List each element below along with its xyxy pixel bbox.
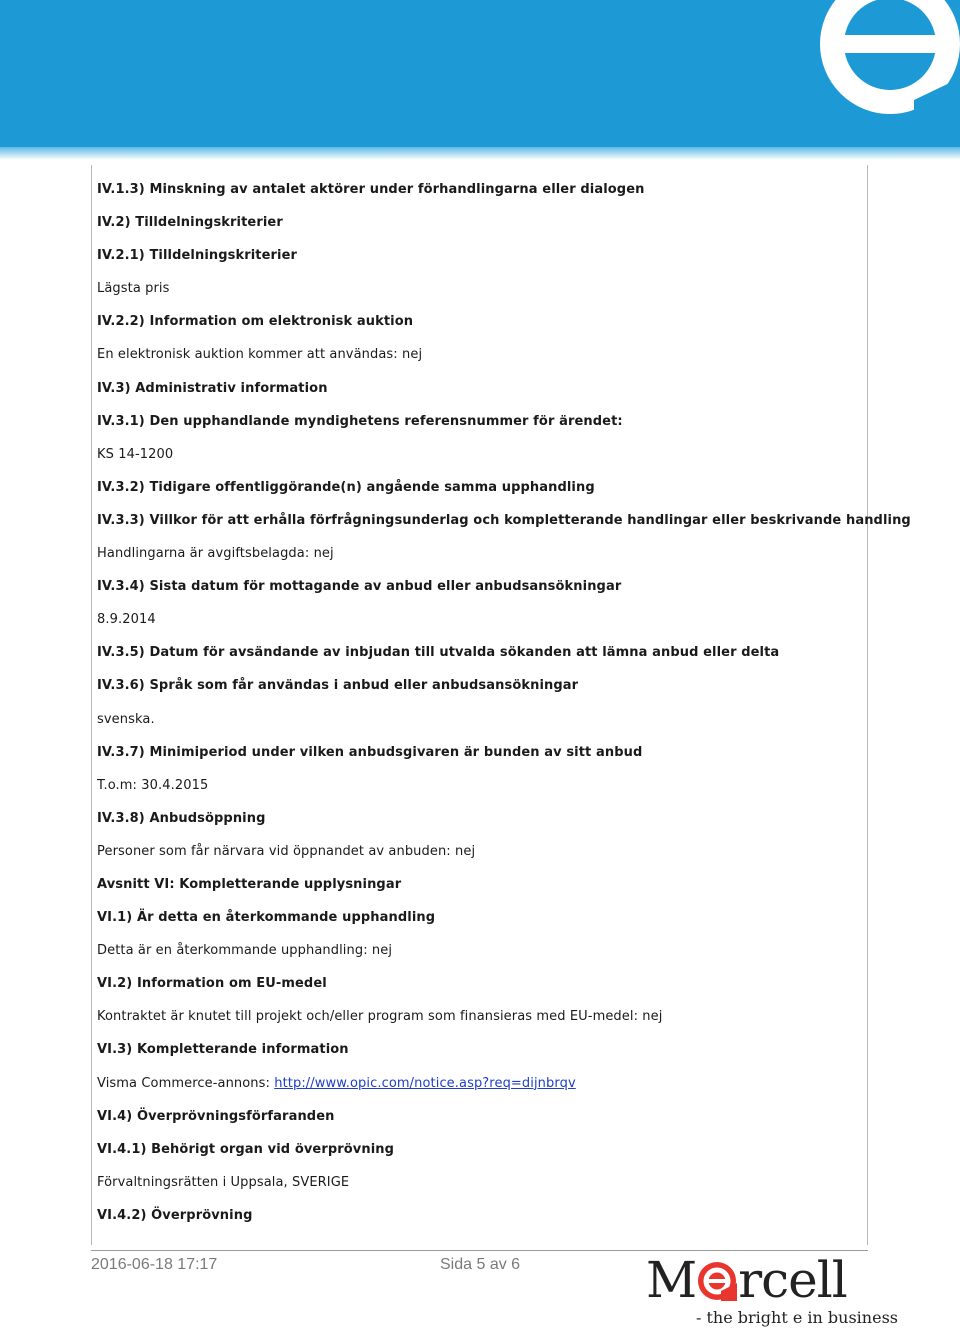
section-heading [97,1040,862,1073]
line-text: IV.3.3) Villkor för att erhålla förfrågningsunderlag och kompletterande handlingar eller beskrivande handling [97,512,911,528]
line-text: IV.3) Administrativ information [97,380,328,396]
line-text: VI.3) Kompletterande information [97,1042,349,1058]
content-border-left [91,165,92,1245]
section-text [97,776,862,809]
line-text: Avsnitt VI: Kompletterande upplysningar [97,876,402,892]
line-text: VI.4.2) Överprövning [97,1207,253,1223]
section-text [97,1074,862,1107]
section-text [97,1173,862,1206]
line-text: KS 14-1200 [97,446,174,462]
line-text: Kontraktet är knutet till projekt och/eller program som finansieras med EU-medel: nej [97,1009,663,1025]
line-text: VI.4.1) Behörigt organ vid överprövning [97,1141,395,1157]
section-text [97,710,862,743]
header-banner [0,0,960,150]
line-text: IV.3.6) Språk som får användas i anbud eller anbudsansökningar [97,678,579,694]
line-text: IV.2.2) Information om elektronisk auktion [97,314,414,330]
line-text: Personer som får närvara vid öppnandet av anbuden: nej [97,843,476,859]
line-text: IV.3.7) Minimiperiod under vilken anbudsgivaren är bunden av sitt anbud [97,744,643,760]
mercell-e-icon [697,1261,737,1301]
line-text: IV.3.4) Sista datum för mottagande av anbud eller anbudsansökningar [97,579,622,595]
line-text: svenska. [97,711,155,727]
line-text: VI.4) Överprövningsförfaranden [97,1108,335,1124]
content-border-right [867,165,868,1245]
section-text [97,1007,862,1040]
line-text: IV.1.3) Minskning av antalet aktörer under förhandlingarna eller dialogen [97,182,645,197]
line-text: IV.3.8) Anbudsöppning [97,810,266,826]
section-heading [97,743,862,776]
section-heading [97,676,862,709]
section-heading [97,908,862,941]
footer-timestamp: 2016-06-18 17:17 [91,1256,218,1273]
line-text: Förvaltningsrätten i Uppsala, SVERIGE [97,1174,350,1190]
section-heading [97,246,862,279]
line-text: VI.2) Information om EU-medel [97,976,327,992]
line-text: T.o.m: 30.4.2015 [97,777,209,793]
brand-wordmark [646,1252,847,1308]
section-text [97,345,862,378]
section-heading [97,379,862,412]
line-text: Handlingarna är avgiftsbelagda: nej [97,546,334,562]
section-heading [97,312,862,345]
line-text: IV.3.1) Den upphandlande myndighetens referensnummer för ärendet: [97,413,623,429]
line-text: 8.9.2014 [97,612,156,628]
mercell-brand-logo [646,1251,898,1329]
section-heading [97,643,862,676]
section-heading [97,1206,862,1239]
section-heading [97,478,862,511]
notice-content [97,180,911,1239]
section-heading [97,577,862,610]
mercell-e-logo-icon [818,0,960,122]
section-text [97,544,862,577]
section-text [97,279,862,312]
section-text [97,941,862,974]
section-text [97,842,862,875]
section-heading [97,213,862,246]
line-text: IV.3.5) Datum för avsändande av inbjudan till utvalda sökanden att lämna anbud eller delta [97,645,780,661]
notice-link[interactable]: http://www.opic.com/notice.asp?req=dijnbrqv [274,1075,576,1091]
line-text: Detta är en återkommande upphandling: nej [97,943,393,959]
section-heading [97,809,862,842]
line-text: Visma Commerce-annons: [97,1075,275,1091]
section-text [97,610,862,643]
header-gradient-band [0,147,960,160]
brand-prefix: M [646,1251,697,1309]
section-heading [97,180,862,213]
section-text [97,445,862,478]
section-heading [97,511,911,544]
footer-page-number: Sida 5 av 6 [440,1256,521,1273]
line-text: IV.2.1) Tilldelningskriterier [97,248,298,264]
line-text: En elektronisk auktion kommer att användas: nej [97,347,423,363]
section-heading [97,412,862,445]
line-text: IV.2) Tilldelningskriterier [97,215,283,231]
section-heading [97,974,862,1007]
line-text: Lägsta pris [97,281,170,297]
line-text: VI.1) Är detta en återkommande upphandling [97,910,436,926]
section-heading [97,1140,862,1173]
section-heading [97,1107,862,1140]
brand-suffix: rcell [738,1251,847,1309]
line-text: IV.3.2) Tidigare offentliggörande(n) angående samma upphandling [97,479,595,495]
brand-tagline: - the bright e in business [696,1308,898,1327]
section-heading [97,875,862,908]
